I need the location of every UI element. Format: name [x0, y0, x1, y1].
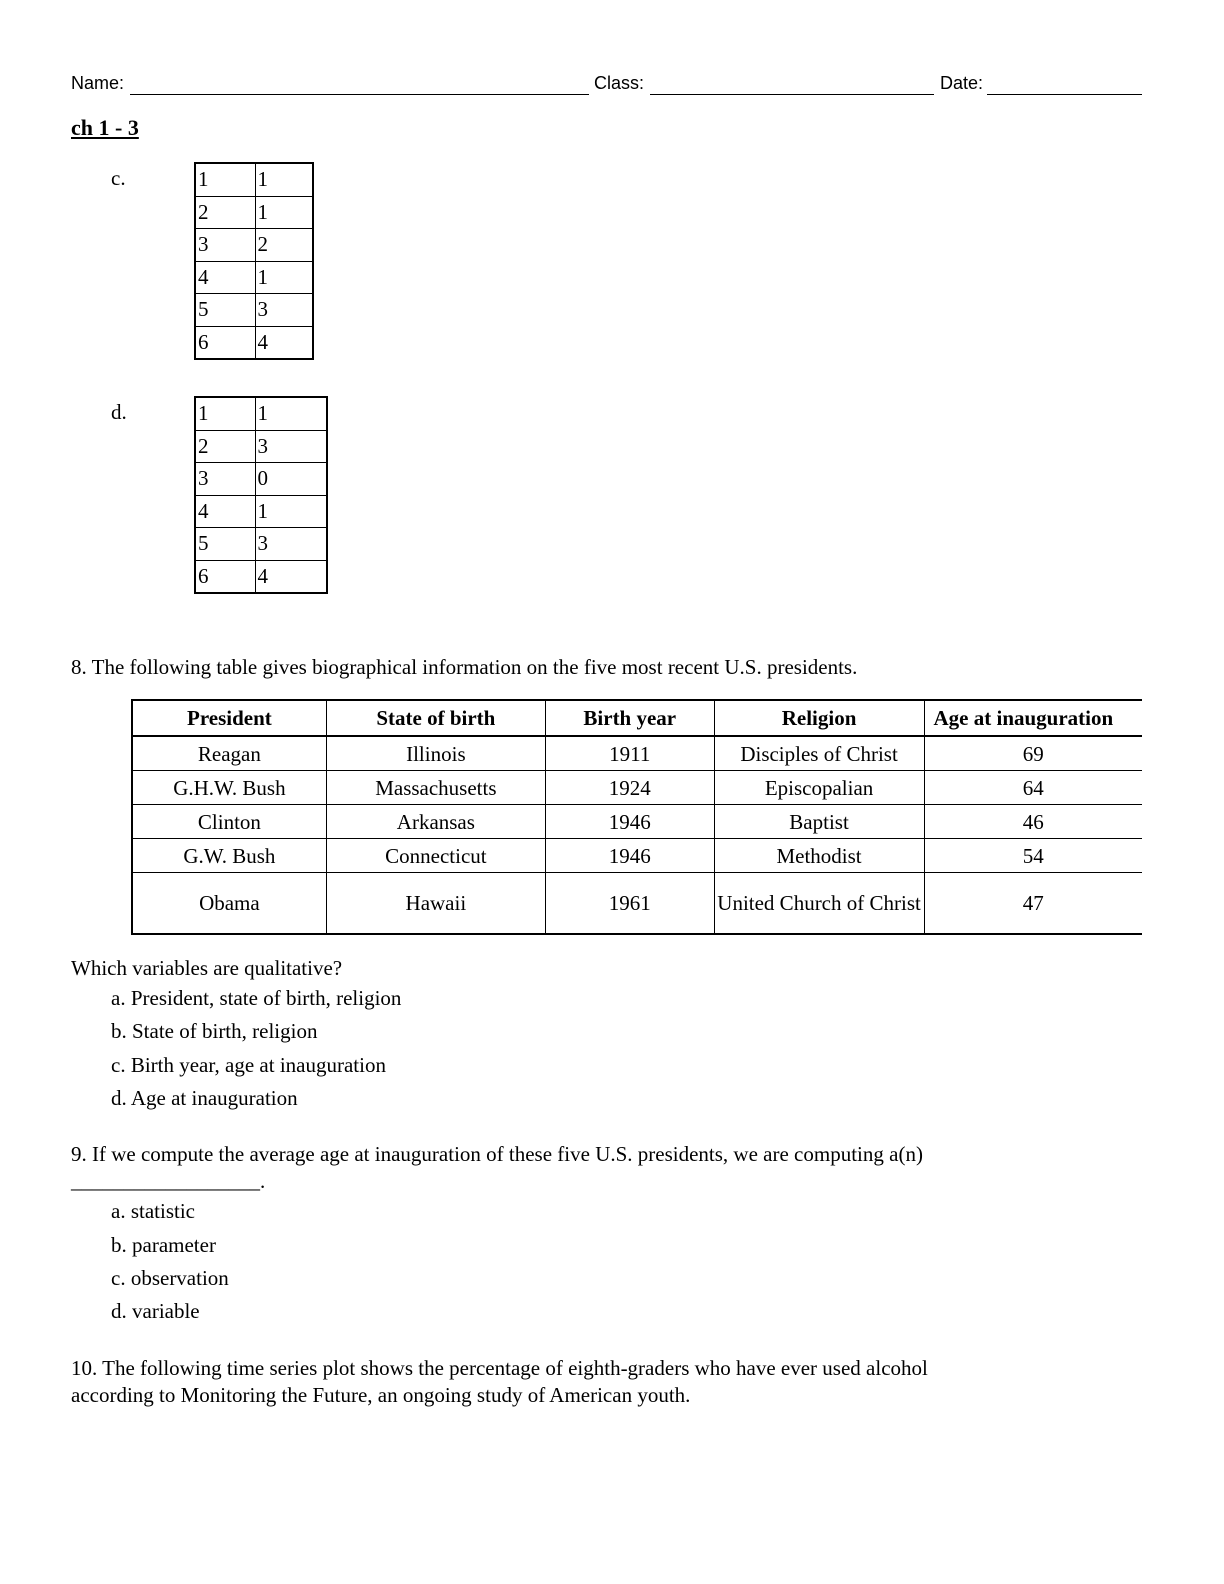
q8-option-c[interactable]: c. Birth year, age at inauguration	[111, 1053, 386, 1077]
name-label: Name:	[71, 73, 125, 93]
presidents-cell: 54	[924, 839, 1142, 873]
stem-table-d-cell: 1	[255, 495, 327, 528]
presidents-cell: G.H.W. Bush	[132, 771, 326, 805]
stem-table-d-row	[195, 463, 327, 496]
stem-table-c-row	[195, 229, 313, 262]
q8-option-d[interactable]: d. Age at inauguration	[111, 1086, 298, 1110]
table-row	[132, 839, 1142, 873]
stem-table-c-row	[195, 196, 313, 229]
stem-table-c-row	[195, 294, 313, 327]
presidents-column-header: Birth year	[545, 700, 714, 736]
stem-table-d-cell: 1	[195, 397, 255, 430]
stem-table-d-cell: 4	[195, 495, 255, 528]
stem-table-c-cell: 3	[255, 294, 313, 327]
date-label: Date:	[940, 73, 984, 93]
date-blank-line[interactable]	[987, 94, 1142, 95]
presidents-cell: Obama	[132, 873, 326, 935]
stem-table-d-cell: 1	[255, 397, 327, 430]
presidents-cell: 47	[924, 873, 1142, 935]
presidents-cell: United Church of Christ	[714, 873, 924, 935]
class-blank-line[interactable]	[650, 94, 934, 95]
q9-option-a[interactable]: a. statistic	[111, 1199, 195, 1223]
table-row	[132, 771, 1142, 805]
presidents-cell: 1911	[545, 736, 714, 771]
stem-table-d-cell: 5	[195, 528, 255, 561]
presidents-cell: 69	[924, 736, 1142, 771]
presidents-cell: 1946	[545, 839, 714, 873]
presidents-cell: G.W. Bush	[132, 839, 326, 873]
question-10-line-2: according to Monitoring the Future, an ongoing study of American youth.	[71, 1383, 691, 1407]
presidents-cell: Methodist	[714, 839, 924, 873]
presidents-cell: 64	[924, 771, 1142, 805]
stem-table-c-cell: 3	[195, 229, 255, 262]
table-row	[132, 736, 1142, 771]
presidents-cell: Massachusetts	[326, 771, 545, 805]
stem-table-c-cell: 1	[255, 163, 313, 196]
presidents-cell: Illinois	[326, 736, 545, 771]
question-8-prompt: Which variables are qualitative?	[71, 956, 343, 980]
table-row	[132, 873, 1142, 935]
presidents-cell: Baptist	[714, 805, 924, 839]
stem-table-d-cell: 4	[255, 560, 327, 593]
stem-table-c-cell: 2	[195, 196, 255, 229]
stem-table-c	[194, 162, 314, 360]
option-d-letter: d.	[111, 400, 127, 424]
stem-table-d-cell: 0	[255, 463, 327, 496]
presidents-cell: 1924	[545, 771, 714, 805]
presidents-column-header: Religion	[714, 700, 924, 736]
presidents-column-header: Age at inauguration	[924, 700, 1142, 736]
presidents-header-row	[132, 700, 1142, 736]
q8-option-b[interactable]: b. State of birth, religion	[111, 1019, 318, 1043]
stem-table-d-cell: 3	[255, 528, 327, 561]
stem-table-d-row	[195, 397, 327, 430]
stem-table-c-row	[195, 163, 313, 196]
q8-option-a[interactable]: a. President, state of birth, religion	[111, 986, 402, 1010]
stem-table-d-row	[195, 528, 327, 561]
stem-table-c-row	[195, 261, 313, 294]
stem-table-d-cell: 3	[195, 463, 255, 496]
q9-option-b[interactable]: b. parameter	[111, 1233, 216, 1257]
stem-table-d	[194, 396, 328, 594]
presidents-cell: 1961	[545, 873, 714, 935]
question-9-blank[interactable]: __________________.	[71, 1169, 266, 1193]
stem-table-d-cell: 6	[195, 560, 255, 593]
presidents-column-header: President	[132, 700, 326, 736]
stem-table-d-row	[195, 560, 327, 593]
option-c-letter: c.	[111, 166, 126, 190]
presidents-cell: Hawaii	[326, 873, 545, 935]
stem-table-c-cell: 4	[195, 261, 255, 294]
presidents-cell: Clinton	[132, 805, 326, 839]
name-blank-line[interactable]	[130, 94, 589, 95]
question-10-line-1: 10. The following time series plot shows the percentage of eighth-graders who have ever used alcohol	[71, 1356, 928, 1380]
chapter-title: ch 1 - 3	[71, 115, 139, 140]
presidents-cell: Reagan	[132, 736, 326, 771]
stem-table-c-cell: 2	[255, 229, 313, 262]
stem-table-d-cell: 3	[255, 430, 327, 463]
presidents-cell: Episcopalian	[714, 771, 924, 805]
presidents-cell: Disciples of Christ	[714, 736, 924, 771]
presidents-cell: 1946	[545, 805, 714, 839]
stem-table-c-cell: 6	[195, 326, 255, 359]
presidents-cell: 46	[924, 805, 1142, 839]
stem-table-c-cell: 1	[255, 196, 313, 229]
stem-table-d-row	[195, 495, 327, 528]
stem-table-c-cell: 5	[195, 294, 255, 327]
stem-table-c-cell: 4	[255, 326, 313, 359]
presidents-table-clip	[0, 690, 1142, 950]
presidents-cell: Arkansas	[326, 805, 545, 839]
question-9-text: 9. If we compute the average age at inauguration of these five U.S. presidents, we are computing a(n)	[71, 1142, 923, 1166]
stem-table-c-cell: 1	[195, 163, 255, 196]
question-8-text: 8. The following table gives biographical information on the five most recent U.S. presidents.	[71, 655, 858, 679]
stem-table-d-cell: 2	[195, 430, 255, 463]
stem-table-c-row	[195, 326, 313, 359]
stem-table-d-row	[195, 430, 327, 463]
presidents-cell: Connecticut	[326, 839, 545, 873]
class-label: Class:	[594, 73, 645, 93]
q9-option-c[interactable]: c. observation	[111, 1266, 229, 1290]
presidents-table	[131, 699, 1142, 935]
presidents-column-header: State of birth	[326, 700, 545, 736]
stem-table-c-cell: 1	[255, 261, 313, 294]
q9-option-d[interactable]: d. variable	[111, 1299, 200, 1323]
table-row	[132, 805, 1142, 839]
